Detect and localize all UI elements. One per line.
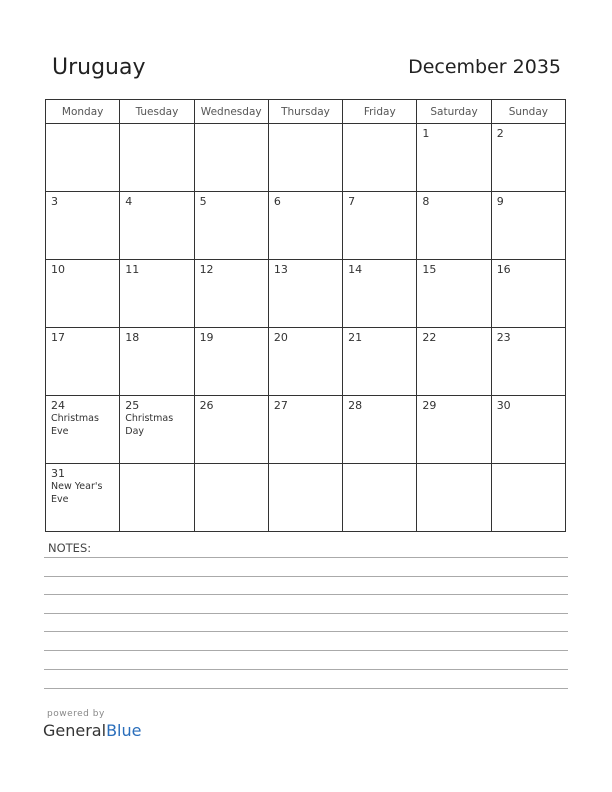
calendar-day-cell [343, 328, 417, 396]
calendar-day-cell [417, 396, 491, 464]
calendar-day-cell [268, 260, 342, 328]
calendar-day-cell [491, 464, 565, 532]
day-number: 15 [422, 263, 437, 276]
day-number: 13 [273, 263, 288, 276]
calendar-grid [45, 99, 566, 532]
weekday-tuesday: Tuesday [120, 100, 194, 124]
calendar-day-cell [194, 124, 268, 192]
day-number: 22 [422, 331, 437, 344]
day-number: 19 [199, 331, 214, 344]
day-number: 1 [422, 127, 430, 140]
calendar-day-cell [491, 124, 565, 192]
calendar-day-cell [417, 328, 491, 396]
calendar-week-row [46, 192, 566, 260]
brand-logo [43, 721, 141, 740]
brand-logo-second: Blue [106, 721, 142, 740]
calendar-day-cell [417, 260, 491, 328]
calendar-day-cell [194, 396, 268, 464]
holiday-label: Christmas Day [125, 413, 174, 437]
calendar-day-cell [343, 260, 417, 328]
calendar-day-cell [46, 396, 120, 464]
calendar-day-cell [268, 396, 342, 464]
calendar-day-cell [417, 192, 491, 260]
calendar-day-cell [268, 464, 342, 532]
day-number: 31 [51, 467, 65, 480]
calendar-day-cell [120, 396, 194, 464]
day-number: 7 [348, 195, 356, 208]
day-number: 8 [422, 195, 430, 208]
calendar-day-cell [417, 464, 491, 532]
calendar-day-cell [120, 328, 194, 396]
calendar-day-cell [343, 124, 417, 192]
day-number: 29 [422, 399, 437, 412]
day-number: 25 [125, 399, 140, 412]
calendar-day-cell [194, 464, 268, 532]
calendar-day-cell [46, 192, 120, 260]
calendar-day-cell [46, 124, 120, 192]
calendar-day-cell [46, 464, 120, 532]
notes-line [44, 594, 568, 595]
calendar-day-cell [491, 396, 565, 464]
calendar-week-row [46, 396, 566, 464]
day-number: 2 [496, 127, 504, 140]
notes-line [44, 576, 568, 577]
day-number: 27 [273, 399, 288, 412]
calendar-day-cell [46, 328, 120, 396]
notes-line [44, 557, 568, 558]
weekday-wednesday: Wednesday [194, 100, 268, 124]
calendar-day-cell [491, 328, 565, 396]
powered-by-text: powered by [47, 709, 105, 719]
holiday-label: New Year's Eve [51, 481, 103, 505]
calendar-day-cell [417, 124, 491, 192]
country-title: Uruguay [52, 55, 146, 80]
day-number: 4 [125, 195, 133, 208]
day-number: 20 [273, 331, 288, 344]
day-number: 24 [51, 399, 65, 412]
day-number: 12 [199, 263, 214, 276]
notes-line [44, 688, 568, 689]
calendar-day-cell [268, 124, 342, 192]
calendar-day-cell [194, 328, 268, 396]
day-number: 16 [496, 263, 511, 276]
notes-label: NOTES: [48, 541, 92, 555]
day-number: 9 [496, 195, 504, 208]
calendar-week-row [46, 464, 566, 532]
calendar-week-row [46, 124, 566, 192]
day-number: 26 [199, 399, 214, 412]
notes-line [44, 613, 568, 614]
weekday-thursday: Thursday [268, 100, 342, 124]
calendar-day-cell [268, 192, 342, 260]
weekday-saturday: Saturday [417, 100, 491, 124]
calendar-day-cell [194, 192, 268, 260]
day-number: 6 [273, 195, 281, 208]
weekday-friday: Friday [343, 100, 417, 124]
day-number: 11 [125, 263, 140, 276]
day-number: 10 [51, 263, 65, 276]
calendar-day-cell [343, 396, 417, 464]
calendar-day-cell [120, 464, 194, 532]
day-number: 18 [125, 331, 140, 344]
calendar-day-cell [46, 260, 120, 328]
brand-logo-first: General [43, 721, 107, 740]
day-number: 14 [348, 263, 363, 276]
holiday-label: Christmas Eve [51, 413, 99, 437]
month-year-title: December 2035 [408, 56, 561, 78]
day-number: 28 [348, 399, 363, 412]
weekday-header-row [46, 100, 566, 124]
calendar-day-cell [491, 192, 565, 260]
day-number: 3 [51, 195, 58, 208]
calendar-day-cell [194, 260, 268, 328]
weekday-sunday: Sunday [491, 100, 565, 124]
day-number: 30 [496, 399, 511, 412]
calendar-week-row [46, 328, 566, 396]
calendar-week-row [46, 260, 566, 328]
notes-line [44, 669, 568, 670]
calendar-day-cell [268, 328, 342, 396]
calendar-day-cell [120, 260, 194, 328]
calendar-day-cell [120, 192, 194, 260]
day-number: 23 [496, 331, 511, 344]
weekday-monday: Monday [46, 100, 120, 124]
day-number: 21 [348, 331, 363, 344]
notes-line [44, 631, 568, 632]
calendar-day-cell [343, 192, 417, 260]
calendar-day-cell [491, 260, 565, 328]
calendar-day-cell [120, 124, 194, 192]
day-number: 17 [51, 331, 65, 344]
notes-line [44, 650, 568, 651]
day-number: 5 [199, 195, 207, 208]
calendar-day-cell [343, 464, 417, 532]
